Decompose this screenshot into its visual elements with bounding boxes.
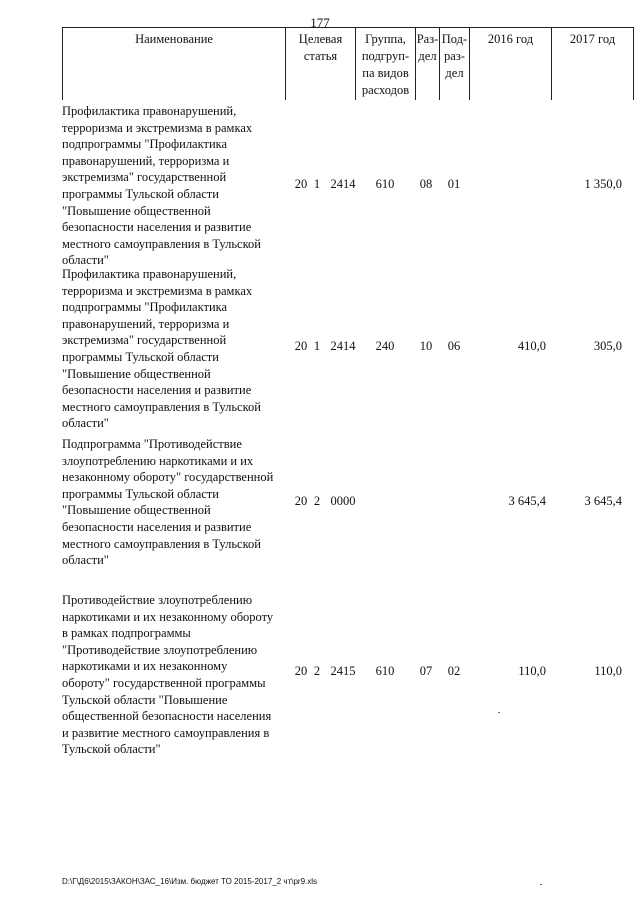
name-line: правонарушений, терроризма и	[62, 316, 230, 331]
table-header	[62, 27, 634, 100]
name-line: и развитие местного самоуправления в	[62, 725, 270, 740]
row-2-2017: 305,0	[593, 339, 622, 353]
header-subsection	[440, 31, 469, 82]
row-4-subprogram: 2	[313, 664, 321, 678]
header-section	[416, 31, 439, 65]
name-line: программы Тульской области	[62, 349, 219, 364]
header-2017: 2017 год	[569, 32, 616, 46]
name-line: безопасности населения и развитие	[62, 220, 252, 235]
header-group-line: подгруп-	[361, 49, 410, 63]
row-2-subsection: 06	[447, 339, 461, 353]
row-3-direction: 0000	[330, 494, 356, 508]
row-1-subprogram: 1	[313, 177, 321, 191]
row-4-direction: 2415	[330, 664, 356, 678]
row-1-program: 20	[294, 177, 308, 191]
name-line: области"	[62, 416, 109, 431]
header-section-line: дел	[418, 49, 437, 63]
name-line: экстремизма" государственной	[62, 170, 227, 185]
row-3-2017: 3 645,4	[584, 494, 622, 508]
name-line: местного самоуправления в Тульской	[62, 236, 261, 251]
name-line: правонарушений, терроризма и	[62, 153, 230, 168]
file-path-footer: D:\Г\Д6\2015\ЗАКОН\ЗАС_16\Изм. бюджет ТО 2015-2017_2 чт\pr9.xls	[62, 877, 318, 886]
name-line: подпрограммы "Профилактика	[62, 137, 228, 152]
row-3-2016: 3 645,4	[508, 494, 546, 508]
name-line: общественной безопасности населения	[62, 709, 272, 724]
row-2-section: 10	[419, 339, 433, 353]
row-4-subsection: 02	[447, 664, 461, 678]
name-line: программы Тульской области	[62, 486, 219, 501]
header-subsection-line: раз-	[444, 49, 465, 63]
name-line: Профилактика правонарушений,	[62, 104, 237, 118]
scan-speck	[498, 712, 500, 713]
name-line: безопасности населения и развитие	[62, 519, 252, 534]
row-4-2016: 110,0	[518, 664, 546, 678]
name-line: Тульской области"	[62, 742, 161, 757]
name-line: Тульской области "Повышение	[62, 692, 228, 707]
row-1-group: 610	[375, 177, 395, 191]
row-3-name	[62, 436, 284, 569]
row-1-name	[62, 103, 284, 269]
header-target-article: Целевая статья	[298, 32, 343, 63]
row-4-2017: 110,0	[594, 664, 622, 678]
header-section-line: Раз-	[416, 32, 439, 46]
header-group-line: расходов	[361, 83, 410, 97]
row-3-subprogram: 2	[313, 494, 321, 508]
row-4-section: 07	[419, 664, 433, 678]
name-line: терроризма и экстремизма в рамках	[62, 283, 253, 298]
row-4-name	[62, 592, 284, 758]
row-1-2017: 1 350,0	[584, 177, 622, 191]
row-2-program: 20	[294, 339, 308, 353]
name-line: злоупотреблению наркотиками и их	[62, 453, 254, 468]
name-line: "Повышение общественной	[62, 203, 211, 218]
row-2-direction: 2414	[330, 339, 356, 353]
header-group-line: Группа,	[365, 32, 406, 46]
name-line: области"	[62, 553, 109, 568]
name-line: наркотиками и их незаконному обороту	[62, 609, 274, 624]
name-line: Профилактика правонарушений,	[62, 267, 237, 281]
header-subsection-line: Под-	[441, 32, 468, 46]
name-line: в рамках подпрограммы	[62, 626, 191, 641]
name-line: "Повышение общественной	[62, 366, 211, 381]
name-line: безопасности населения и развитие	[62, 383, 252, 398]
name-line: обороту" государственной программы	[62, 675, 266, 690]
row-3-program: 20	[294, 494, 308, 508]
name-line: программы Тульской области	[62, 186, 219, 201]
name-line: подпрограммы "Профилактика	[62, 300, 228, 315]
header-expense-group	[356, 31, 415, 99]
row-2-group: 240	[375, 339, 395, 353]
name-line: Противодействие злоупотреблению	[62, 593, 253, 607]
name-line: местного самоуправления в Тульской	[62, 399, 261, 414]
header-2016: 2016 год	[487, 32, 534, 46]
row-1-section: 08	[419, 177, 433, 191]
row-2-2016: 410,0	[517, 339, 546, 353]
row-4-program: 20	[294, 664, 308, 678]
page-number: 177	[310, 15, 330, 30]
row-1-subsection: 01	[447, 177, 461, 191]
row-4-group: 610	[375, 664, 395, 678]
scan-speck	[540, 884, 542, 885]
name-line: наркотиками и их незаконному	[62, 659, 228, 674]
name-line: области"	[62, 253, 109, 268]
header-subsection-line: дел	[445, 66, 464, 80]
name-line: местного самоуправления в Тульской	[62, 536, 261, 551]
name-line: незаконному обороту" государственной	[62, 470, 274, 485]
header-group-line: па видов	[362, 66, 409, 80]
name-line: терроризма и экстремизма в рамках	[62, 120, 253, 135]
header-name: Наименование	[135, 32, 213, 46]
name-line: Подпрограмма "Противодействие	[62, 437, 242, 451]
row-2-name	[62, 266, 284, 432]
row-1-direction: 2414	[330, 177, 356, 191]
name-line: экстремизма" государственной	[62, 333, 227, 348]
name-line: "Повышение общественной	[62, 503, 211, 518]
row-2-subprogram: 1	[313, 339, 321, 353]
name-line: "Противодействие злоупотреблению	[62, 642, 258, 657]
